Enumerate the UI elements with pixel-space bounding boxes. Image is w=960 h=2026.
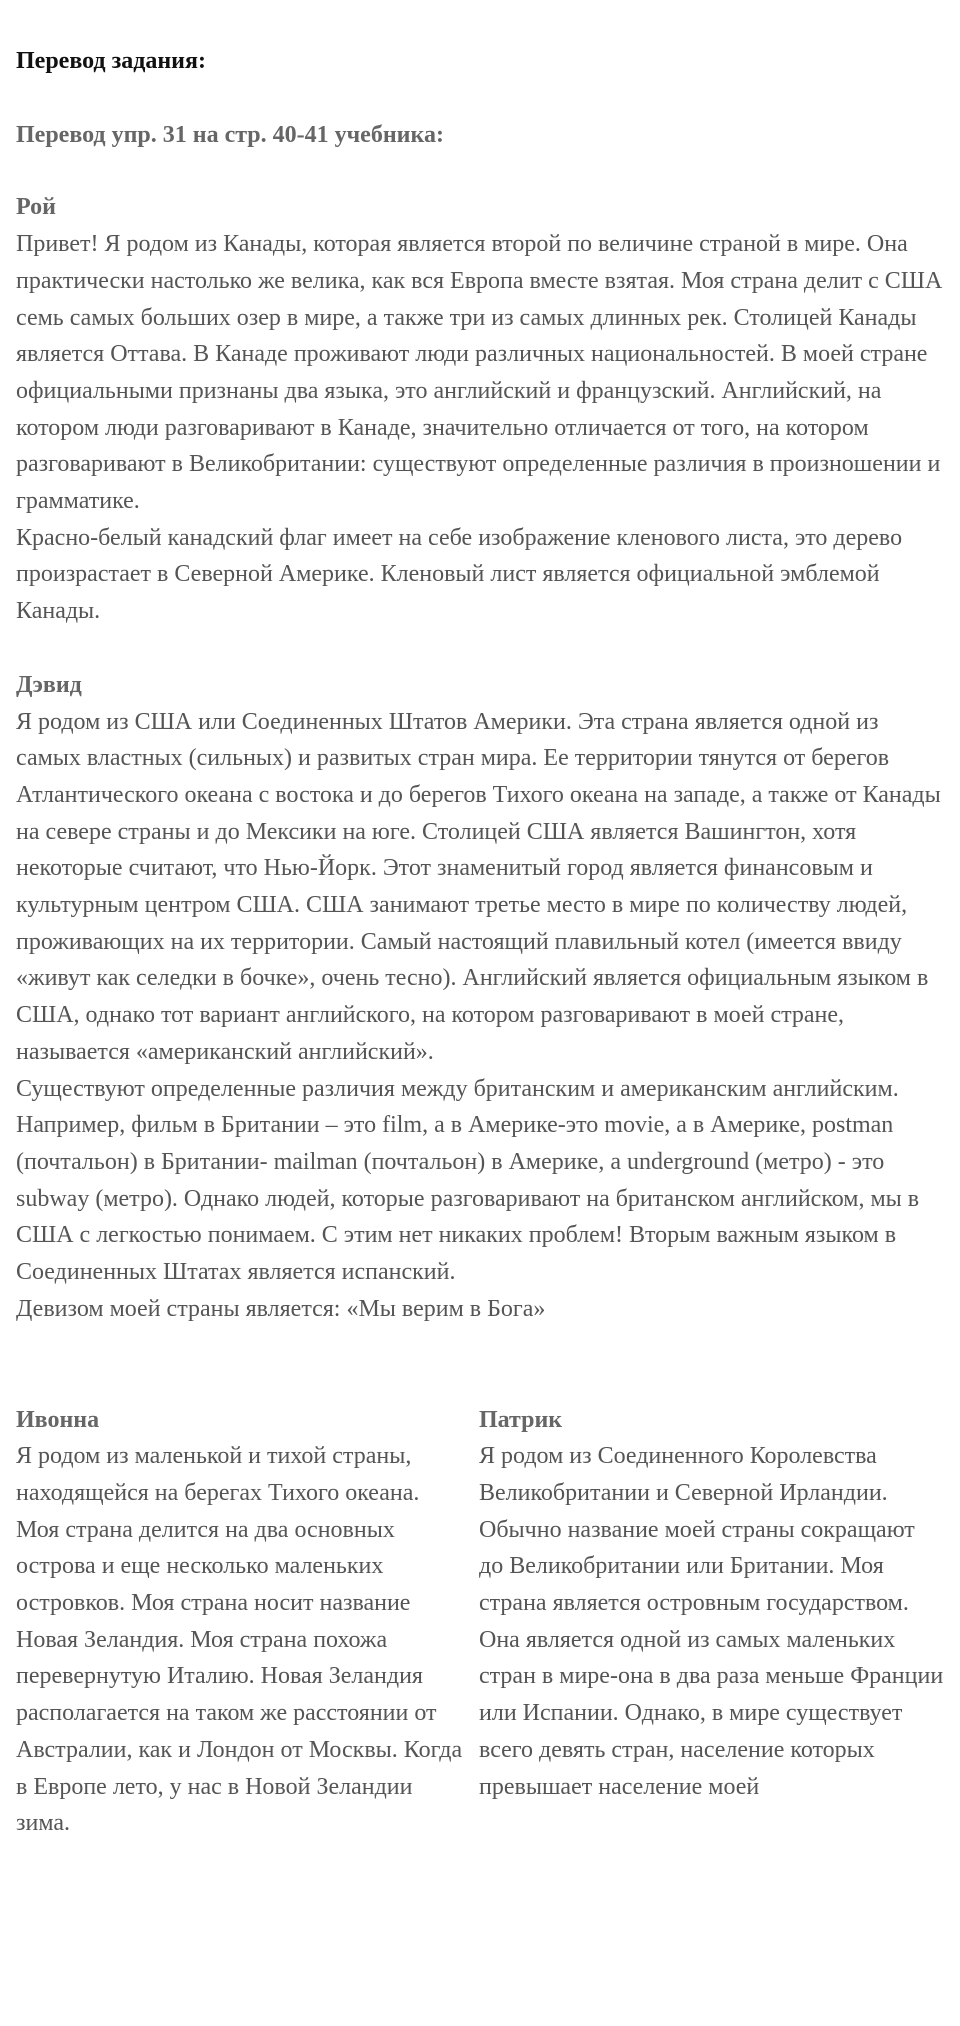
section-yvonne: [16, 1402, 479, 1842]
document-title: Перевод задания:: [16, 48, 206, 74]
david-paragraph-3: Девизом моей страны является: «Мы верим в Бога»: [16, 1295, 546, 1322]
patrick-paragraph-1: Я родом из Соединенного Королевства Великобритании и Северной Ирландии. Обычно название моей страны сокращают до Великобритании или Британии. Моя страна является островным государством. Она является одной из самых маленьких стран в мире-она в два раза меньше Франции или Испании. Однако, в мире существует всего девять стран, население которых превышает население моей: [479, 1443, 944, 1800]
david-paragraph-2: Существуют определенные различия между британским и американским английским. Например, фильм в Британии – это film, а в Америке-это movie, а в Америке, postman (почтальон) в Британии- mailman (почтальон) в Америке, a underground (метро) - это subway (метро). Однако людей, которые разговаривают на британском английском, мы в США с легкостью понимаем. С этим нет никаких проблем! Вторым важным языком в Соединенных Штатах является испанский.: [16, 1075, 920, 1286]
speaker-name-david: Дэвид: [16, 671, 82, 698]
david-paragraph-1: Я родом из США или Соединенных Штатов Америки. Эта страна является одной из самых властных (сильных) и развитых стран мира. Ее территории тянутся от берегов Атлантического океана с востока и до берегов Тихого океана на западе, а также от Канады на севере страны и до Мексики на юге. Столицей США является Вашингтон, хотя некоторые считают, что Нью-Йорк. Этот знаменитый город является финансовым и культурным центром США. США занимают третье место в мире по количеству людей, проживающих на их территории. Самый настоящий плавильный котел (имеется ввиду «живут как селедки в бочке», очень тесно). Английский является официальным языком в США, однако тот вариант английского, на котором разговаривают в моей стране, называется «американский английский».: [16, 708, 941, 1065]
roy-paragraph-2: Красно-белый канадский флаг имеет на себе изображение кленового листа, это дерево произрастает в Северной Америке. Кленовый лист является официальной эмблемой Канады.: [16, 524, 903, 625]
exercise-title: Перевод упр. 31 на стр. 40-41 учебника:: [16, 121, 444, 148]
speaker-name-roy: Рой: [16, 194, 56, 221]
speaker-name-patrick: Патрик: [479, 1406, 563, 1433]
section-david: [16, 667, 944, 1328]
section-roy: [16, 189, 944, 629]
yvonne-paragraph-1: Я родом из маленькой и тихой страны, находящейся на берегах Тихого океана. Моя страна делится на два основных острова и еще несколько маленьких островков. Моя страна носит название Новая Зеландия. Моя страна похожа перевернутую Италию. Новая Зеландия располагается на таком же расстоянии от Австралии, как и Лондон от Москвы. Когда в Европе лето, у нас в Новой Зеландии зима.: [16, 1443, 463, 1837]
roy-paragraph-1: Привет! Я родом из Канады, которая является второй по величине страной в мире. Она практически настолько же велика, как вся Европа вместе взятая. Моя страна делит с США семь самых больших озер в мире, а также три из самых длинных рек. Столицей Канады является Оттава. В Канаде проживают люди различных национальностей. В моей стране официальными признаны два языка, это английский и французский. Английский, на котором люди разговаривают в Канаде, значительно отличается от того, на котором разговаривают в Великобритании: существуют определенные различия в произношении и грамматике.: [16, 231, 943, 515]
section-patrick: [479, 1402, 944, 1842]
speaker-name-yvonne: Ивонна: [16, 1406, 100, 1433]
two-column-section: [16, 1402, 944, 1842]
